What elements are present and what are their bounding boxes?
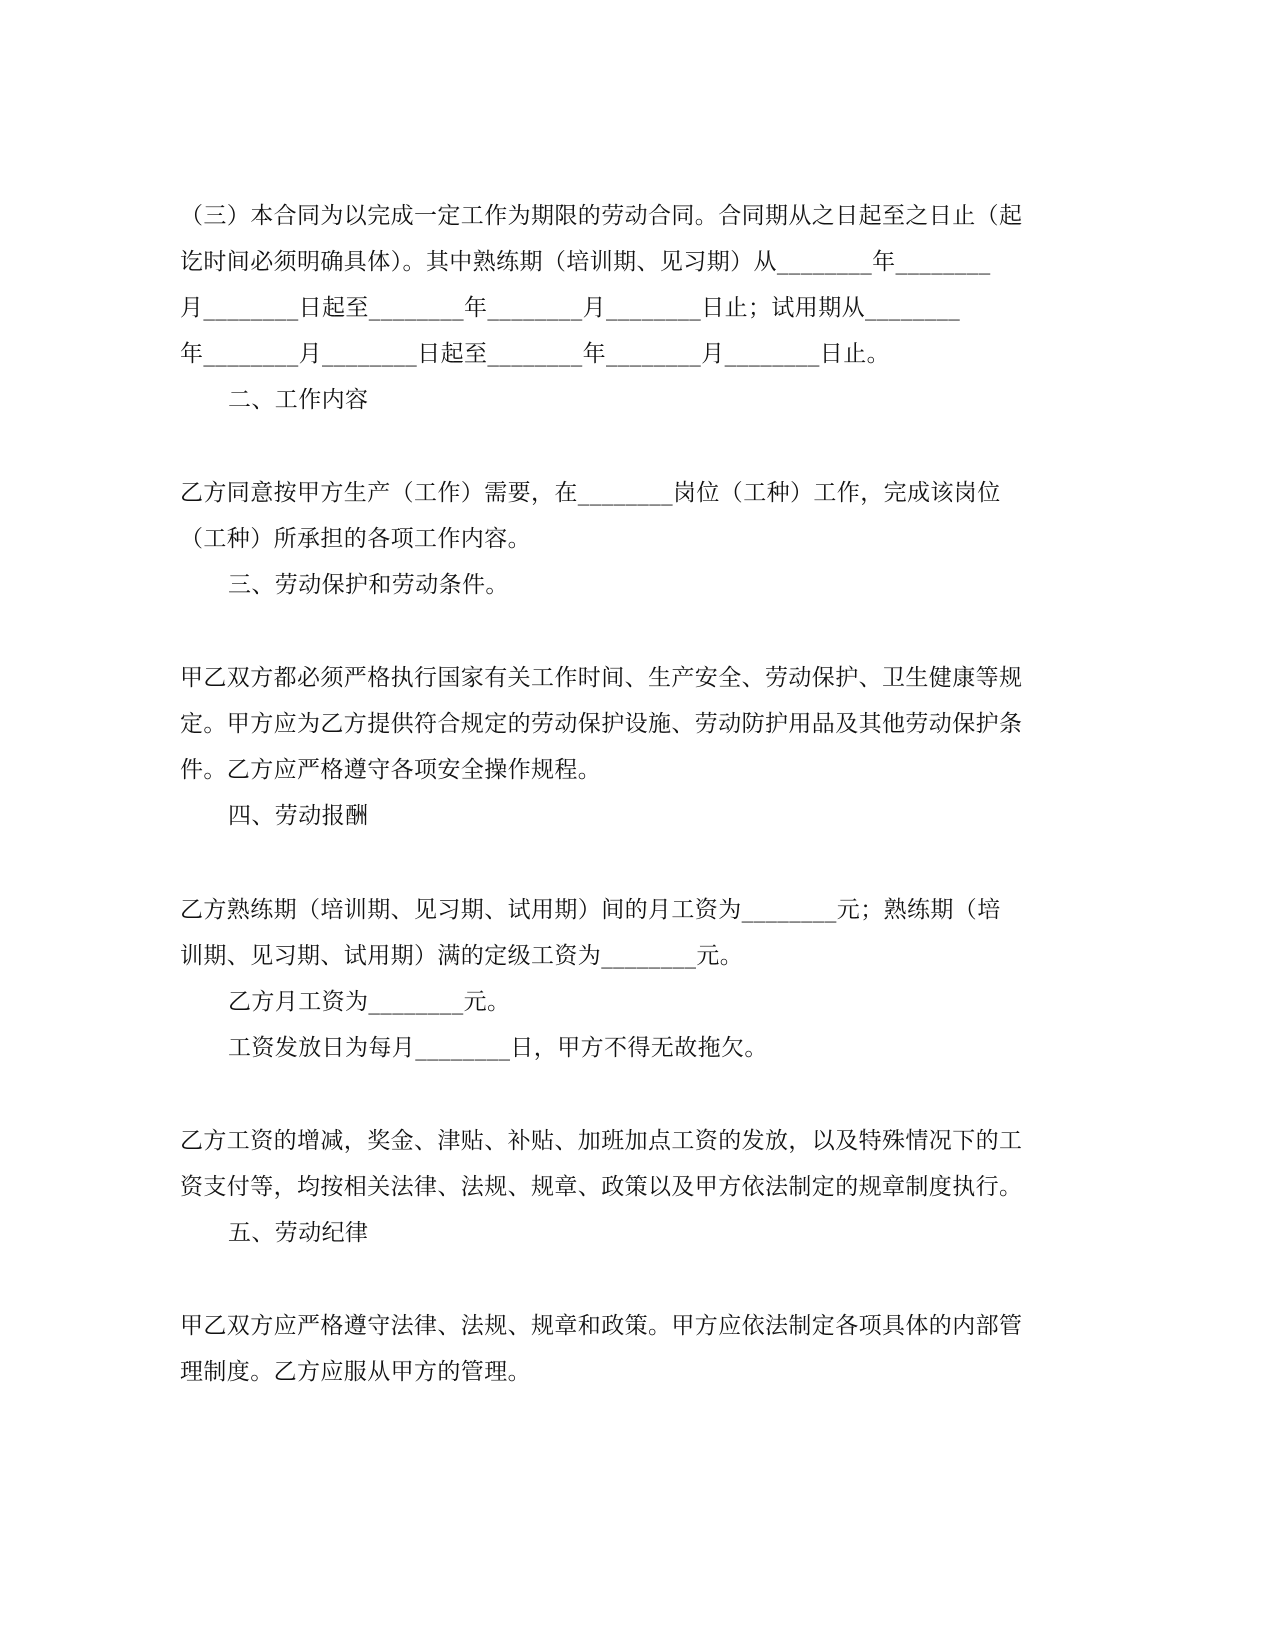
- paragraph-line: 甲乙双方应严格遵守法律、法规、规章和政策。甲方应依法制定各项具体的内部管: [180, 1313, 1023, 1339]
- paragraph-line: 月________日起至________年________月________日止；试用期从________: [180, 295, 961, 321]
- paragraph-line: 理制度。乙方应服从甲方的管理。: [180, 1359, 531, 1385]
- paragraph-line: 训期、见习期、试用期）满的定级工资为________元。: [180, 943, 744, 969]
- paragraph-line: 工资发放日为每月________日，甲方不得无故拖欠。: [228, 1035, 768, 1061]
- section-heading: 五、劳动纪律: [228, 1220, 369, 1246]
- paragraph-line: 乙方月工资为________元。: [228, 989, 511, 1015]
- paragraph-line: 甲乙双方都必须严格执行国家有关工作时间、生产安全、劳动保护、卫生健康等规: [180, 665, 1023, 691]
- section-heading: 四、劳动报酬: [228, 803, 369, 829]
- paragraph-line: 年________月________日起至________年________月________日止。: [180, 341, 890, 367]
- paragraph-line: 定。甲方应为乙方提供符合规定的劳动保护设施、劳动防护用品及其他劳动保护条: [180, 711, 1023, 737]
- paragraph-line: 乙方熟练期（培训期、见习期、试用期）间的月工资为________元；熟练期（培: [180, 897, 1001, 923]
- paragraph-line: （三）本合同为以完成一定工作为期限的劳动合同。合同期从之日起至之日止（起: [180, 203, 1023, 229]
- paragraph-line: 件。乙方应严格遵守各项安全操作规程。: [180, 757, 602, 783]
- paragraph-line: 资支付等，均按相关法律、法规、规章、政策以及甲方依法制定的规章制度执行。: [180, 1174, 1023, 1200]
- paragraph-line: 乙方工资的增减，奖金、津贴、补贴、加班加点工资的发放，以及特殊情况下的工: [180, 1128, 1023, 1154]
- section-heading: 三、劳动保护和劳动条件。: [228, 572, 509, 598]
- paragraph-line: （工种）所承担的各项工作内容。: [180, 526, 531, 552]
- paragraph-line: 讫时间必须明确具体）。其中熟练期（培训期、见习期）从________年________: [180, 249, 991, 275]
- section-heading: 二、工作内容: [228, 387, 369, 413]
- paragraph-line: 乙方同意按甲方生产（工作）需要，在________岗位（工种）工作，完成该岗位: [180, 480, 1001, 506]
